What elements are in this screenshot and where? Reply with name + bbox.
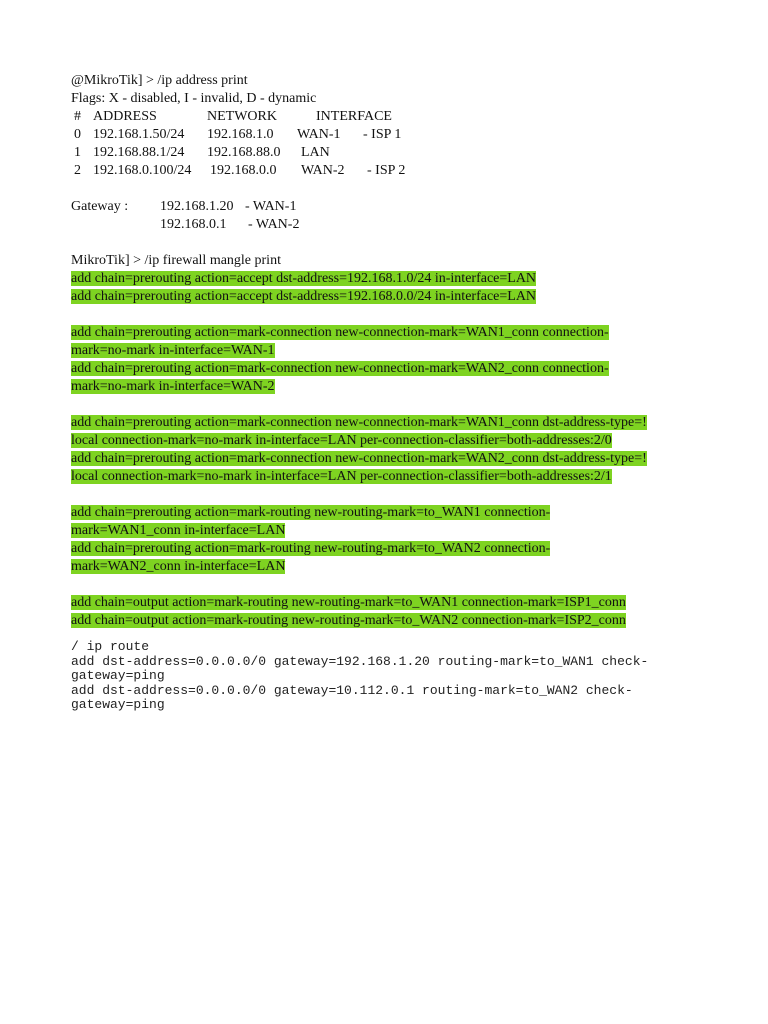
mangle-rule-line: local connection-mark=no-mark in-interface=LAN per-connection-classifier=both-addresses:2/1 (71, 469, 612, 484)
mangle-rule-line: mark=WAN1_conn in-interface=LAN (71, 523, 286, 538)
row-num: 1 (74, 145, 81, 160)
mangle-rule-line: add chain=prerouting action=mark-connection new-connection-mark=WAN1_conn dst-address-type=! (71, 415, 647, 430)
address-table-header (71, 108, 711, 126)
mangle-rule-line: mark=no-mark in-interface=WAN-2 (71, 379, 275, 394)
route-line: / ip route (71, 639, 150, 654)
header-num: # (74, 109, 81, 124)
row-address: 192.168.88.1/24 (93, 145, 185, 160)
mangle-group (71, 414, 711, 486)
row-note: - ISP 2 (367, 163, 406, 178)
row-num: 0 (74, 127, 81, 142)
route-line: gateway=ping (71, 668, 165, 683)
row-interface: LAN (301, 145, 330, 160)
mangle-rule-line: add chain=output action=mark-routing new-routing-mark=to_WAN2 connection-mark=ISP2_conn (71, 613, 626, 628)
mangle-rule-line: add chain=prerouting action=mark-routing new-routing-mark=to_WAN2 connection- (71, 541, 551, 556)
mangle-rule-line: local connection-mark=no-mark in-interface=LAN per-connection-classifier=both-addresses:2/0 (71, 433, 612, 448)
route-line: add dst-address=0.0.0.0/0 gateway=10.112.0.1 routing-mark=to_WAN2 check- (71, 682, 633, 698)
header-address: ADDRESS (93, 109, 157, 124)
address-table-row (71, 126, 711, 144)
row-address: 192.168.1.50/24 (93, 127, 185, 142)
mangle-group (71, 594, 711, 630)
route-line: add dst-address=0.0.0.0/0 gateway=192.168.1.20 routing-mark=to_WAN1 check- (71, 653, 649, 669)
mangle-rule-line: add chain=prerouting action=accept dst-address=192.168.1.0/24 in-interface=LAN (71, 271, 537, 286)
mangle-print-command: MikroTik] > /ip firewall mangle print (71, 253, 281, 268)
address-table-row (71, 144, 711, 162)
row-num: 2 (74, 163, 81, 178)
gateway-name: - WAN-1 (245, 199, 297, 214)
row-network: 192.168.0.0 (210, 163, 277, 178)
gateway-ip: 192.168.1.20 (160, 199, 234, 214)
mangle-rule-line: add chain=prerouting action=mark-connection new-connection-mark=WAN2_conn dst-address-type=! (71, 451, 647, 466)
row-interface: WAN-1 (297, 127, 341, 142)
header-interface: INTERFACE (316, 109, 392, 124)
address-table-row (71, 162, 711, 180)
header-network: NETWORK (207, 109, 277, 124)
gateway-row (71, 216, 711, 234)
document-body (71, 72, 711, 713)
mangle-rule-line: add chain=prerouting action=mark-connection new-connection-mark=WAN2_conn connection- (71, 361, 609, 376)
ip-route-block (71, 640, 711, 713)
flags-legend: Flags: X - disabled, I - invalid, D - dynamic (71, 91, 317, 106)
mangle-rule-line: add chain=prerouting action=mark-routing new-routing-mark=to_WAN1 connection- (71, 505, 551, 520)
route-line: gateway=ping (71, 697, 165, 712)
mangle-rule-line: add chain=prerouting action=accept dst-address=192.168.0.0/24 in-interface=LAN (71, 289, 537, 304)
row-interface: WAN-2 (301, 163, 345, 178)
mangle-rule-line: add chain=output action=mark-routing new-routing-mark=to_WAN1 connection-mark=ISP1_conn (71, 595, 626, 610)
mangle-rule-line: mark=no-mark in-interface=WAN-1 (71, 343, 275, 358)
gateway-name: - WAN-2 (248, 217, 300, 232)
mangle-group (71, 324, 711, 396)
row-network: 192.168.88.0 (207, 145, 281, 160)
gateway-row (71, 198, 711, 216)
row-network: 192.168.1.0 (207, 127, 274, 142)
row-note: - ISP 1 (363, 127, 402, 142)
row-address: 192.168.0.100/24 (93, 163, 192, 178)
mangle-group (71, 270, 711, 306)
mangle-group (71, 504, 711, 576)
gateway-ip: 192.168.0.1 (160, 217, 227, 232)
mangle-rule-line: mark=WAN2_conn in-interface=LAN (71, 559, 286, 574)
address-print-command: @MikroTik] > /ip address print (71, 73, 248, 88)
gateway-label: Gateway : (71, 199, 129, 214)
mangle-rule-line: add chain=prerouting action=mark-connection new-connection-mark=WAN1_conn connection- (71, 325, 609, 340)
